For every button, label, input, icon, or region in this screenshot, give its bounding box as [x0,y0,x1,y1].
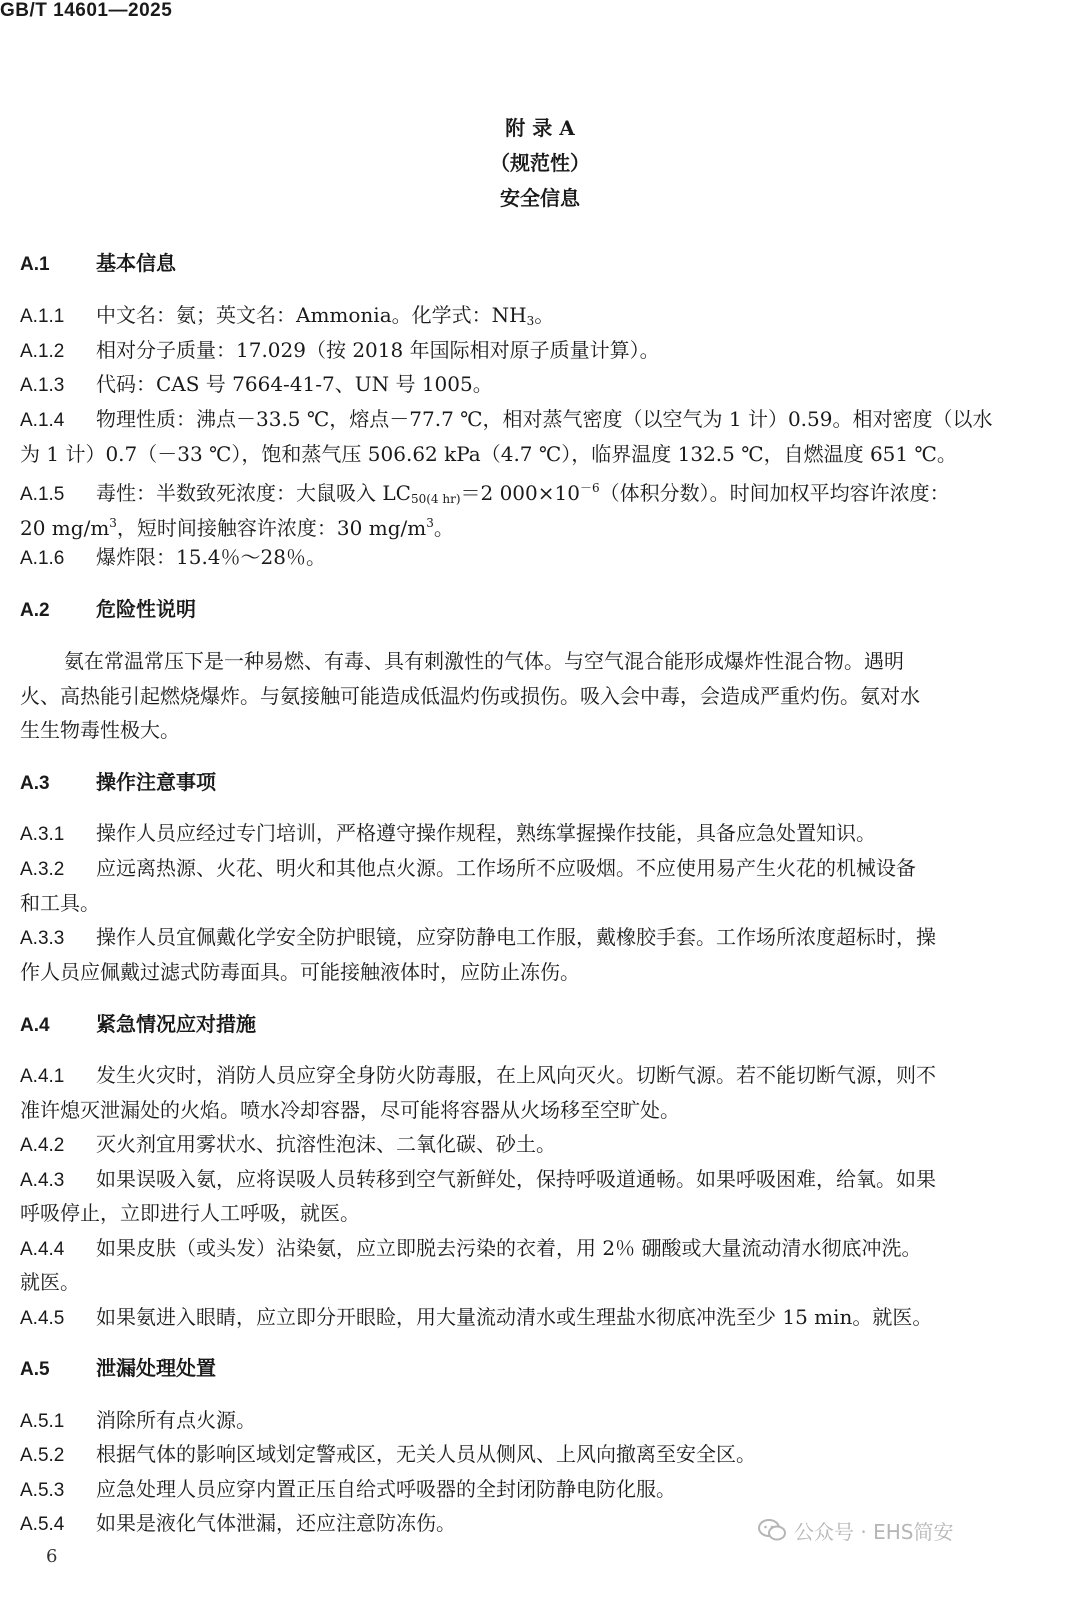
appendix-title: 附 录 A [505,116,575,140]
section-heading-a3: A.3 操作注意事项 [20,770,216,794]
section-heading-a5: A.5 泄漏处理处置 [20,1356,216,1380]
watermark-text: 公众号 · EHS简安 [794,1519,954,1544]
clause-a1-5-cont: 20 $mg/m^3$，短时间接触容许浓度：30 $mg/m^3$。 [20,516,454,540]
clause-a1-5: A.1.5 毒性：半数致死浓度：大鼠吸入 $LC_{50(4 hr)}=2$ $000\times 10^{-6}$（体积分数）。时间加权平均容许浓度： [20,481,950,506]
clause-a3-3: A.3.3 操作人员宜佩戴化学安全防护眼镜，应穿防静电工作服，戴橡胶手套。工作场所浓度超标时，操 [20,925,936,949]
clause-a3-2-cont: 和工具。 [20,891,100,915]
clause-a1-2: A.1.2 相对分子质量：17.029（按 2018 年国际相对原子质量计算）。 [20,338,660,362]
clause-a4-1-cont: 准许熄灭泄漏处的火焰。喷水冷却容器，尽可能将容器从火场移至空旷处。 [20,1098,680,1122]
paragraph-a2-line3: 生生物毒性极大。 [20,718,180,742]
section-heading-a4: A.4 紧急情况应对措施 [20,1012,256,1036]
wechat-icon [758,1519,786,1541]
page-number: 6 [46,1546,58,1567]
watermark [758,1512,1078,1548]
paragraph-a2-line1: 氨在常温常压下是一种易燃、有毒、具有刺激性的气体。与空气混合能形成爆炸性混合物。遇明 [64,649,904,673]
clause-a1-4-cont: 为 1 计）0.7（－33 ℃），饱和蒸气压 506.62 kPa（4.7 ℃），临界温度 132.5 ℃，自燃温度 651 ℃。 [20,442,957,466]
clause-a4-2: A.4.2 灭火剂宜用雾状水、抗溶性泡沫、二氧化碳、砂土。 [20,1132,556,1156]
clause-a5-2: A.5.2 根据气体的影响区域划定警戒区，无关人员从侧风、上风向撤离至安全区。 [20,1442,756,1466]
section-heading-a2: A.2 危险性说明 [20,597,196,621]
clause-a3-1: A.3.1 操作人员应经过专门培训，严格遵守操作规程，熟练掌握操作技能，具备应急处置知识。 [20,821,876,845]
clause-a1-3: A.1.3 代码：CAS 号 7664-41-7、UN 号 1005。 [20,372,493,396]
section-heading-a1: A.1 基本信息 [20,251,176,275]
standard-code: GB/T 14601—2025 [0,0,173,21]
appendix-kind: （规范性） [490,151,590,175]
clause-a5-1: A.5.1 消除所有点火源。 [20,1408,256,1432]
clause-a4-3: A.4.3 如果误吸入氨，应将误吸人员转移到空气新鲜处，保持呼吸道通畅。如果呼吸困难，给氧。如果 [20,1167,936,1191]
clause-a5-4: A.5.4 如果是液化气体泄漏，还应注意防冻伤。 [20,1511,456,1535]
appendix-name: 安全信息 [500,186,580,210]
clause-a5-3: A.5.3 应急处理人员应穿内置正压自给式呼吸器的全封闭防静电防化服。 [20,1477,676,1501]
clause-a4-3-cont: 呼吸停止，立即进行人工呼吸，就医。 [20,1201,360,1225]
clause-a4-4-cont: 就医。 [20,1270,80,1294]
clause-a1-6: A.1.6 爆炸限：15.4％～28％。 [20,545,326,569]
clause-a4-5: A.4.5 如果氨进入眼睛，应立即分开眼睑，用大量流动清水或生理盐水彻底冲洗至少 15 min。就医。 [20,1305,933,1329]
clause-a4-1: A.4.1 发生火灾时，消防人员应穿全身防火防毒服，在上风向灭火。切断气源。若不能切断气源，则不 [20,1063,936,1087]
paragraph-a2-line2: 火、高热能引起燃烧爆炸。与氨接触可能造成低温灼伤或损伤。吸入会中毒，会造成严重灼伤。氨对水 [20,684,920,708]
clause-a4-4: A.4.4 如果皮肤（或头发）沾染氨，应立即脱去污染的衣着，用 2％ 硼酸或大量流动清水彻底冲洗。 [20,1236,922,1260]
clause-a1-4: A.1.4 物理性质：沸点－33.5 ℃，熔点－77.7 ℃，相对蒸气密度（以空气为 1 计）0.59。相对密度（以水 [20,407,993,431]
clause-a1-1: A.1.1 中文名：氨；英文名：Ammonia。化学式：$NH_3$。 [20,303,555,328]
clause-a3-3-cont: 作人员应佩戴过滤式防毒面具。可能接触液体时，应防止冻伤。 [20,960,580,984]
clause-a3-2: A.3.2 应远离热源、火花、明火和其他点火源。工作场所不应吸烟。不应使用易产生火花的机械设备 [20,856,916,880]
